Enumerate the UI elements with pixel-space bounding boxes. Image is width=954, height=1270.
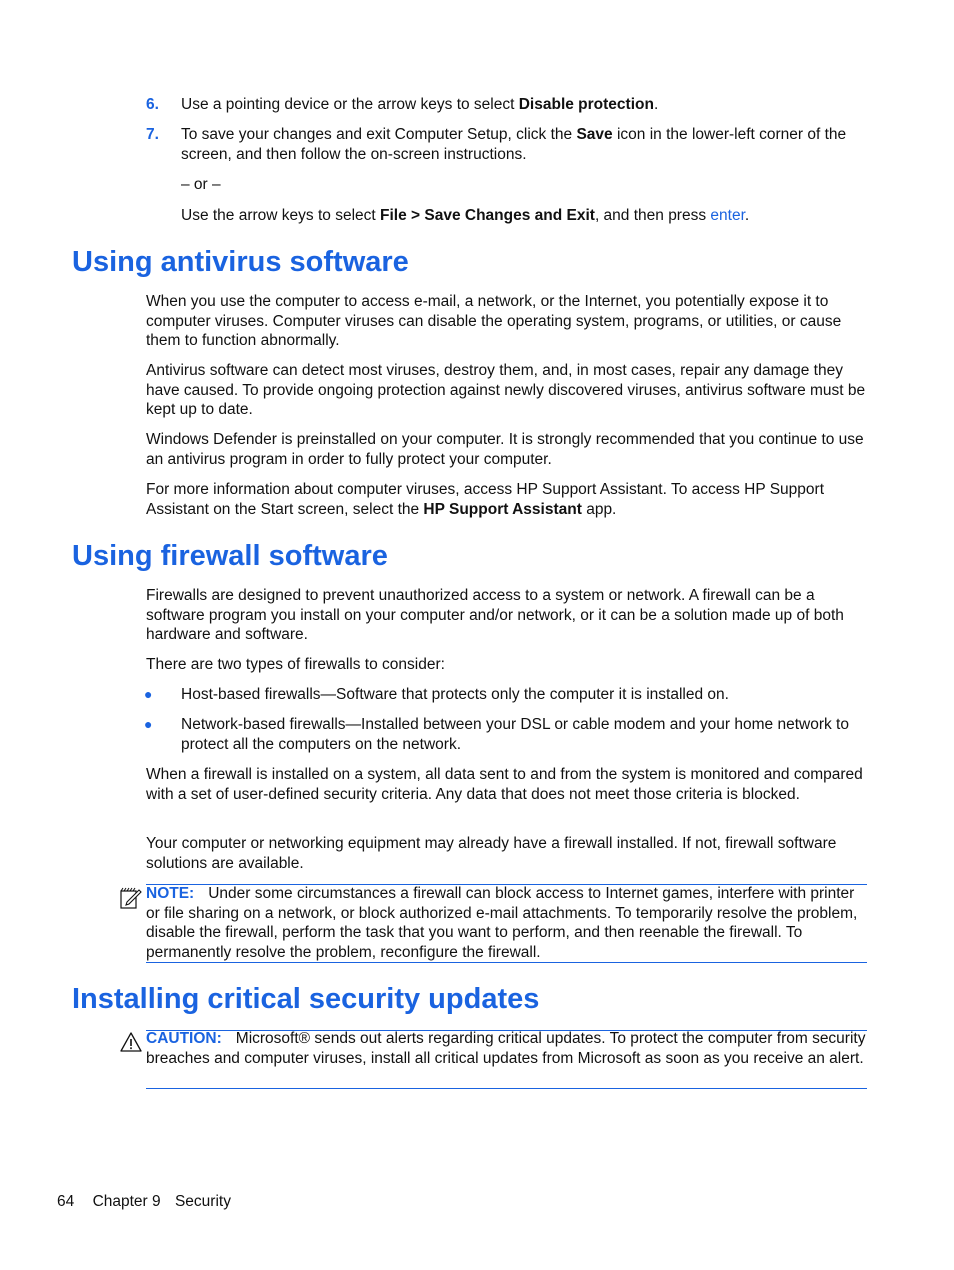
note-icon xyxy=(118,886,144,910)
paragraph: For more information about computer viruses, access HP Support Assistant. To access HP Support Assistant on the Start screen, select the HP Support Assistant app. xyxy=(146,481,825,518)
section-heading-firewall: Using firewall software xyxy=(72,540,388,572)
caution-label: CAUTION: xyxy=(146,1030,222,1047)
paragraph: Your computer or networking equipment may already have a firewall installed. If not, firewall software solutions are available. xyxy=(146,835,837,872)
or-separator: – or – xyxy=(181,176,221,193)
note-text: NOTE: Under some circumstances a firewall can block access to Internet games, interfere with printer or file sharing on a network, or block authorized e-mail attachments. To temporarily resolve the problem, disable the firewall, perform the task that you want to perform, and then reenable the firewall. To permanently resolve the problem, reconfigure the firewall. xyxy=(146,885,858,961)
caution-text: CAUTION: Microsoft® sends out alerts regarding critical updates. To protect the computer from security breaches and computer viruses, install all critical updates from Microsoft as soon as you receive an alert. xyxy=(146,1030,866,1067)
step-number: 7. xyxy=(146,126,159,143)
section-heading-updates: Installing critical security updates xyxy=(72,983,540,1015)
paragraph: Antivirus software can detect most viruses, destroy them, and, in most cases, repair any damage they have caused. To provide ongoing protection against newly discovered viruses, antivirus software must be kept up to date. xyxy=(146,362,866,418)
list-item: Network-based firewalls—Installed between your DSL or cable modem and your home network to protect all the computers on the network. xyxy=(181,716,849,753)
paragraph: There are two types of firewalls to consider: xyxy=(146,656,445,673)
bullet-icon: ● xyxy=(144,716,153,732)
chapter-label: Chapter 9 xyxy=(92,1193,161,1210)
note-bottom-rule xyxy=(146,962,867,963)
list-item: Host-based firewalls—Software that protects only the computer it is installed on. xyxy=(181,686,729,703)
warning-triangle-icon xyxy=(120,1032,142,1052)
step-text: To save your changes and exit Computer Setup, click the Save icon in the lower-left corner of the screen, and then follow the on-screen instructions. xyxy=(181,126,847,163)
step-text: Use a pointing device or the arrow keys to select Disable protection. xyxy=(181,96,659,113)
alternate-step-text: Use the arrow keys to select File > Save Changes and Exit, and then press enter. xyxy=(181,207,750,224)
section-heading-antivirus: Using antivirus software xyxy=(72,246,409,278)
enter-key-link[interactable]: enter xyxy=(710,207,745,224)
page-footer xyxy=(57,1192,231,1212)
section-label: Security xyxy=(174,1193,231,1210)
paragraph: When you use the computer to access e-mail, a network, or the Internet, you potentially expose it to computer viruses. Computer viruses can disable the operating system, programs, or utilities, or cause them to function abnormally. xyxy=(146,293,842,349)
caution-bottom-rule xyxy=(146,1088,867,1089)
bullet-icon: ● xyxy=(144,686,153,702)
paragraph: When a firewall is installed on a system, all data sent to and from the system is monitored and compared with a set of user-defined security criteria. Any data that does not meet those criteria is blocked. xyxy=(146,766,863,803)
step-number: 6. xyxy=(146,96,159,113)
paragraph: Windows Defender is preinstalled on your computer. It is strongly recommended that you continue to use an antivirus program in order to fully protect your computer. xyxy=(146,431,864,468)
paragraph: Firewalls are designed to prevent unauthorized access to a system or network. A firewall can be a software program you install on your computer and/or network, or it can be a solution made up of both hardware and software. xyxy=(146,587,844,643)
note-label: NOTE: xyxy=(146,885,195,902)
page-number: 64 xyxy=(57,1193,75,1210)
